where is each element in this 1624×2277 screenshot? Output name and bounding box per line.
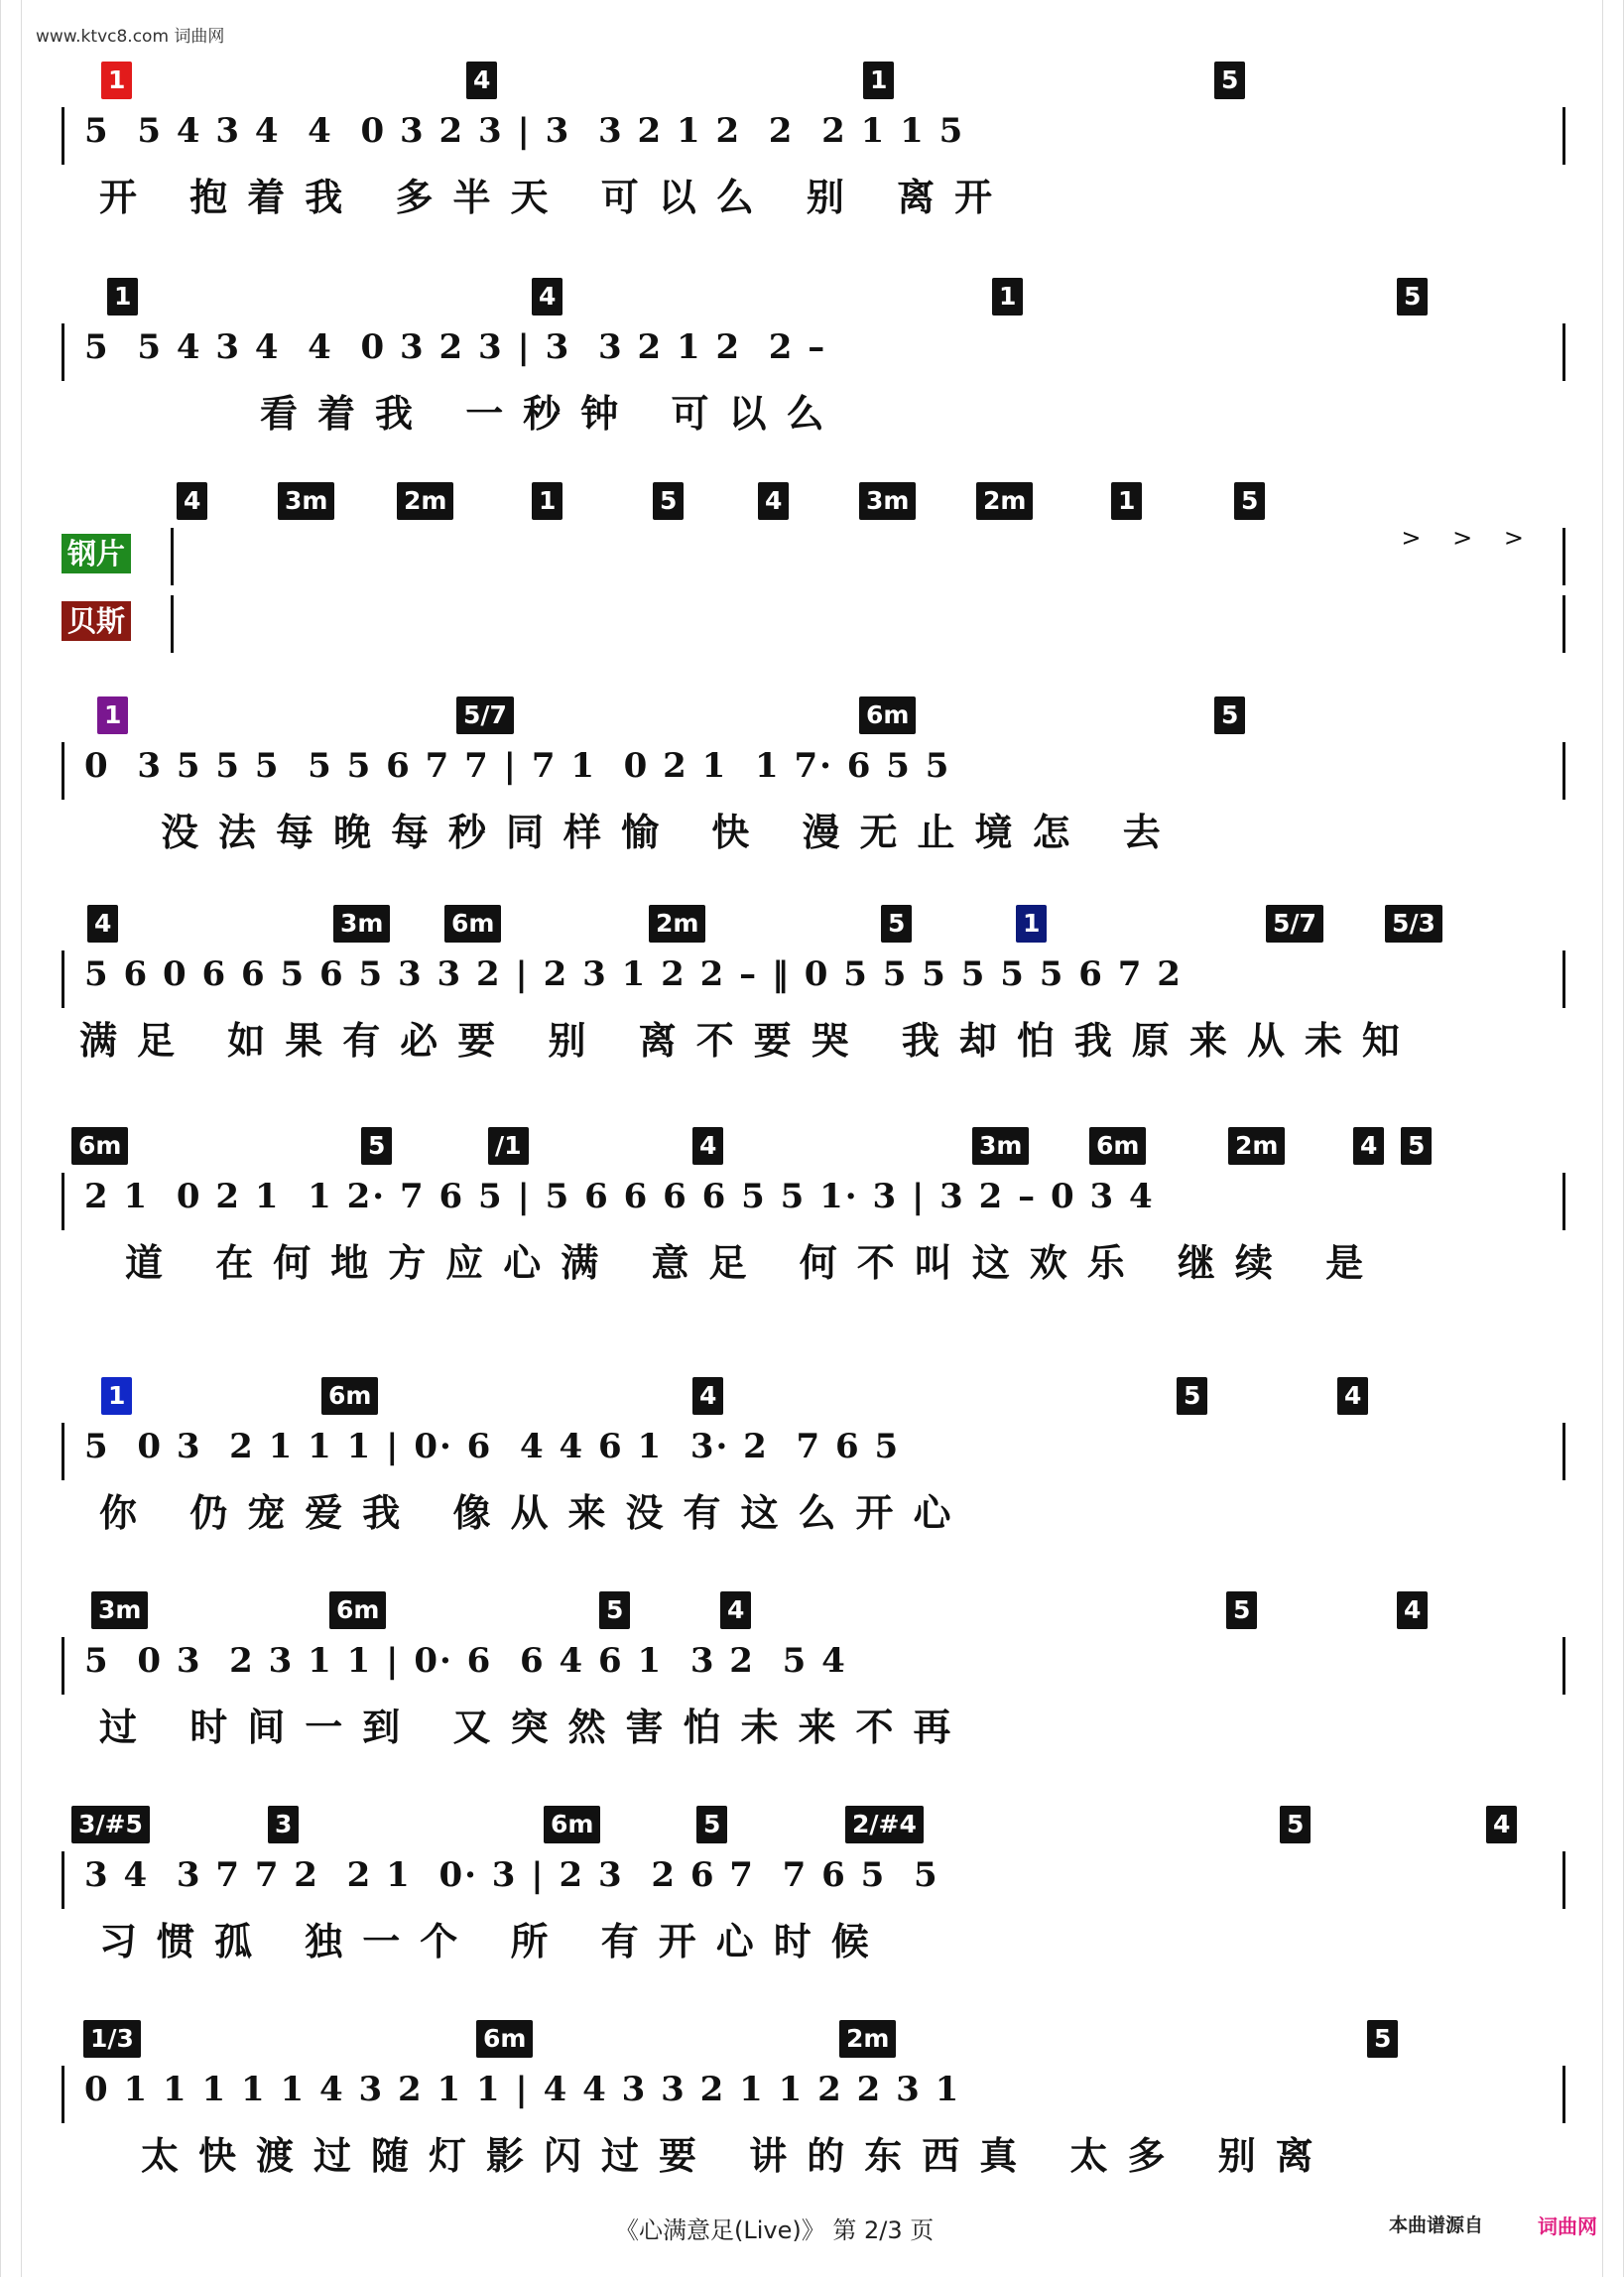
lyrics-row: 道 在何地方应心满 意足 何不叫这欢乐 继续 是 (125, 1241, 1384, 1284)
chord-row (62, 2020, 1565, 2066)
lyrics-row: 看着我 一秒钟 可以么 (260, 392, 844, 435)
chord-symbol: 6m (476, 2020, 533, 2058)
notation-row (62, 950, 1565, 1008)
numbered-notes: 5 0 3 2 1 1 1 | 0· 6 4 4 6 1 3· 2 7 6 5 (84, 1427, 901, 1466)
chord-symbol: 3m (972, 1127, 1029, 1165)
chord-symbol: 4 (532, 278, 562, 316)
chord-symbol: 1 (532, 482, 562, 520)
chord-symbol: 2m (839, 2020, 896, 2058)
numbered-notes: 3 4 3 7 7 2 2 1 0· 3 | 2 3 2 6 7 7 6 5 5 (84, 1855, 939, 1895)
numbered-notes: 0 3 5 5 5 5 5 6 7 7 | 7 1 0 2 1 1 7· 6 5 5 (84, 746, 951, 786)
chord-symbol: 6m (444, 905, 501, 943)
piano-row (62, 524, 1565, 585)
notation-row (62, 1173, 1565, 1230)
bass-row (62, 595, 1565, 653)
chord-symbol: 5 (1397, 278, 1428, 316)
chord-symbol: 3m (91, 1591, 148, 1629)
piano-label: 钢片 (62, 534, 131, 573)
chord-symbol: 3/#5 (71, 1806, 150, 1843)
chord-symbol: 2m (976, 482, 1033, 520)
chord-symbol: /1 (488, 1127, 529, 1165)
chord-symbol: 6m (321, 1377, 378, 1415)
notation-row (62, 1423, 1565, 1480)
chord-symbol: 1 (107, 278, 138, 316)
chord-symbol: 1 (101, 62, 132, 99)
chord-symbol: 3m (859, 482, 916, 520)
chord-symbol: 5 (1177, 1377, 1207, 1415)
chord-symbol: 2m (1228, 1127, 1285, 1165)
chord-row (62, 482, 1565, 528)
notation-row (62, 107, 1565, 165)
right-margin-strip (1602, 0, 1624, 2277)
chord-symbol: 4 (177, 482, 207, 520)
chord-symbol: 5 (361, 1127, 392, 1165)
chord-symbol: 5 (1280, 1806, 1311, 1843)
chord-symbol: 2m (397, 482, 453, 520)
chord-symbol: 6m (329, 1591, 386, 1629)
score-line-1 (62, 62, 1565, 218)
bass-label: 贝斯 (62, 601, 131, 641)
chord-symbol: 1 (1016, 905, 1047, 943)
chord-row (62, 905, 1565, 950)
lyrics-row: 你 仍宠爱我 像从来没有这么开心 (99, 1491, 971, 1534)
chord-row (62, 278, 1565, 323)
site-url: www.ktvc8.com 词曲网 (36, 27, 225, 47)
chord-symbol: 5 (599, 1591, 630, 1629)
chord-symbol: 6m (1089, 1127, 1146, 1165)
chord-symbol: 4 (1337, 1377, 1368, 1415)
lyrics-row: 没法每晚每秒同样愉 快 漫无止境怎 去 (161, 811, 1181, 853)
notation-row (62, 2066, 1565, 2123)
chord-symbol: 3m (278, 482, 334, 520)
lyrics-row: 习惯孤 独一个 所 有开心时候 (99, 1920, 889, 1962)
chord-row (62, 1806, 1565, 1851)
chord-symbol: 4 (1397, 1591, 1428, 1629)
chord-symbol: 5/3 (1385, 905, 1442, 943)
left-margin-strip (0, 0, 22, 2277)
chord-symbol: 1 (97, 696, 128, 734)
chord-symbol: 5 (696, 1806, 727, 1843)
lyrics-row: 太快渡过随灯影闪过要 讲的东西真 太多 别离 (141, 2134, 1333, 2177)
chord-symbol: 6m (859, 696, 916, 734)
chord-symbol: 4 (1486, 1806, 1517, 1843)
chord-symbol: 4 (87, 905, 118, 943)
chord-symbol: 1/3 (83, 2020, 141, 2058)
chord-symbol: 3 (268, 1806, 299, 1843)
chord-row (62, 62, 1565, 107)
chord-symbol: 6m (71, 1127, 128, 1165)
chord-symbol: 1 (992, 278, 1023, 316)
lyrics-row: 过 时间一到 又突然害怕未来不再 (99, 1706, 971, 1748)
chord-symbol: 1 (1111, 482, 1142, 520)
chord-symbol: 5/7 (456, 696, 514, 734)
chord-symbol: 5 (1226, 1591, 1257, 1629)
footer-title: 《心满意足(Live)》 第 2/3 页 (615, 2216, 935, 2244)
footer-source: 本曲谱源自 (1389, 2214, 1484, 2236)
chord-symbol: 5 (1234, 482, 1265, 520)
chord-symbol: 5 (1367, 2020, 1398, 2058)
notation-row (62, 323, 1565, 381)
accent-marks: > > > (1401, 524, 1536, 552)
chord-symbol: 5 (653, 482, 684, 520)
notation-row (62, 1637, 1565, 1695)
chord-symbol: 1 (863, 62, 894, 99)
chord-symbol: 4 (720, 1591, 751, 1629)
chord-symbol: 5 (1214, 62, 1245, 99)
numbered-notes: 5 0 3 2 3 1 1 | 0· 6 6 4 6 1 3 2 5 4 (84, 1641, 847, 1681)
chord-symbol: 5 (1401, 1127, 1432, 1165)
chord-symbol: 4 (692, 1127, 723, 1165)
score-line-3 (62, 696, 1565, 853)
score-line-8 (62, 1806, 1565, 1962)
notation-row (62, 742, 1565, 800)
numbered-notes: 5 5 4 3 4 4 0 3 2 3 | 3 3 2 1 2 2 – (84, 327, 827, 367)
numbered-notes: 2 1 0 2 1 1 2· 7 6 5 | 5 6 6 6 6 5 5 1· 3 | 3 2 – 0 3 4 (84, 1177, 1155, 1216)
chord-row (62, 1591, 1565, 1637)
lyrics-row: 开 抱着我 多半天 可以么 别 离开 (99, 176, 1013, 218)
numbered-notes: 0 1 1 1 1 1 4 3 2 1 1 | 4 4 3 3 2 1 1 2 2 3 1 (84, 2070, 961, 2109)
chord-symbol: 4 (466, 62, 497, 99)
chord-row (62, 1377, 1565, 1423)
chord-symbol: 5 (1214, 696, 1245, 734)
score-line-6 (62, 1377, 1565, 1534)
notation-row (62, 1851, 1565, 1909)
chord-symbol: 3m (333, 905, 390, 943)
bass-notes (171, 595, 1565, 653)
chord-row (62, 1127, 1565, 1173)
chord-symbol: 6m (544, 1806, 600, 1843)
piano-notes (171, 528, 1565, 585)
numbered-notes: 5 6 0 6 6 5 6 5 3 3 2 | 2 3 1 2 2 – ‖ 0 5 5 5 5 5 5 6 7 2 (84, 954, 1183, 994)
chord-symbol: 2/#4 (845, 1806, 924, 1843)
chord-symbol: 1 (101, 1377, 132, 1415)
lyrics-row: 满足 如果有必要 别 离不要哭 我却怕我原来从未知 (79, 1019, 1420, 1062)
score-line-9 (62, 2020, 1565, 2177)
chord-symbol: 5 (881, 905, 912, 943)
chord-symbol: 4 (692, 1377, 723, 1415)
chord-row (62, 696, 1565, 742)
numbered-notes: 5 5 4 3 4 4 0 3 2 3 | 3 3 2 1 2 2 2 1 1 5 (84, 111, 965, 151)
score-line-2 (62, 278, 1565, 435)
chord-symbol: 5/7 (1266, 905, 1323, 943)
site-logo: 词曲网 (1538, 2214, 1597, 2238)
score-line-4 (62, 905, 1565, 1062)
score-line-5 (62, 1127, 1565, 1284)
chord-symbol: 2m (649, 905, 705, 943)
instrumental-section (62, 482, 1565, 653)
chord-symbol: 4 (758, 482, 789, 520)
chord-symbol: 4 (1353, 1127, 1384, 1165)
score-line-7 (62, 1591, 1565, 1748)
